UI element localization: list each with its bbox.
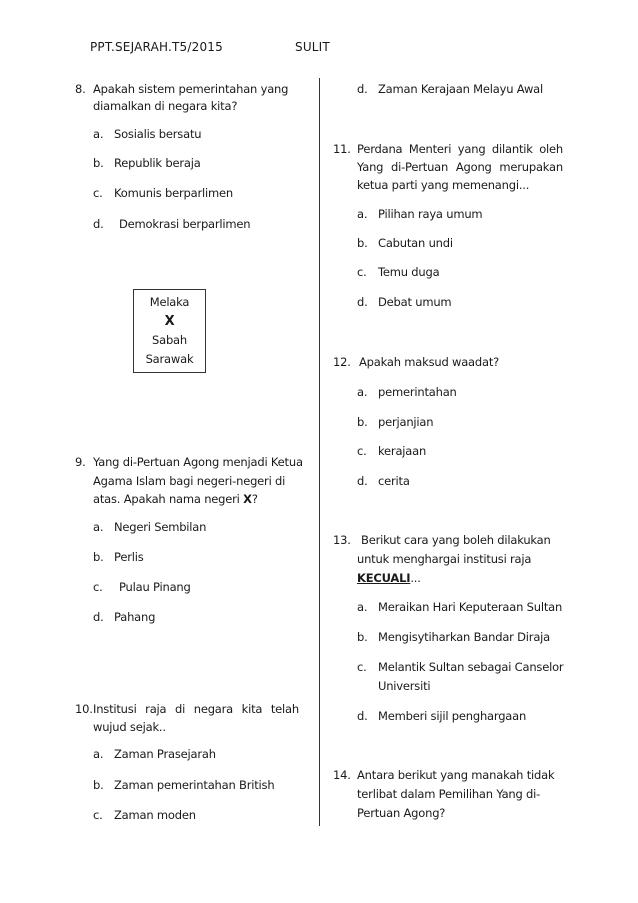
bold-x: X xyxy=(243,492,252,506)
question-text-line: Antara berikut yang manakah tidak xyxy=(357,768,555,782)
option-letter: a. xyxy=(357,600,368,614)
option-text: Zaman pemerintahan British xyxy=(114,778,275,792)
option-text: Republik beraja xyxy=(114,156,201,170)
option-letter: d. xyxy=(357,295,368,309)
option-letter: b. xyxy=(357,630,368,644)
question-text-line: Institusi raja di negara kita telah xyxy=(93,702,299,716)
question-text-line: Berikut cara yang boleh dilakukan xyxy=(361,533,551,547)
question-text-part: atas. Apakah nama negeri xyxy=(93,492,244,506)
question-text-line: Agama Islam bagi negeri-negeri di xyxy=(93,474,286,488)
option-letter: d. xyxy=(357,709,368,723)
question-text-line: wujud sejak.. xyxy=(93,720,166,734)
kecuali-emphasis: KECUALI xyxy=(357,571,411,585)
question-text-line xyxy=(357,571,421,585)
question-text-line: ketua parti yang memenangi... xyxy=(357,178,530,192)
option-letter: c. xyxy=(357,660,367,674)
option-text: Memberi sijil penghargaan xyxy=(378,709,527,723)
option-text: Meraikan Hari Keputeraan Sultan xyxy=(378,600,563,614)
option-text: pemerintahan xyxy=(378,385,457,399)
option-text: Melantik Sultan sebagai Canselor xyxy=(378,660,564,674)
option-text: Temu duga xyxy=(378,265,440,279)
option-letter: d. xyxy=(357,474,368,488)
classification-label: SULIT xyxy=(295,40,330,54)
option-letter: a. xyxy=(93,747,104,761)
question-text-line: Apakah maksud waadat? xyxy=(359,355,500,369)
option-letter: b. xyxy=(93,550,104,564)
option-text: Debat umum xyxy=(378,295,452,309)
option-letter: a. xyxy=(93,127,104,141)
document-code: PPT.SEJARAH.T5/2015 xyxy=(90,40,223,54)
option-text: Sosialis bersatu xyxy=(114,127,202,141)
question-number: 11. xyxy=(333,142,351,156)
question-text-line: Apakah sistem pemerintahan yang xyxy=(93,82,289,96)
question-text-line: Yang di-Pertuan Agong menjadi Ketua xyxy=(93,455,303,469)
box-line: Melaka xyxy=(149,295,190,309)
option-text: Perlis xyxy=(114,550,144,564)
option-letter: c. xyxy=(357,265,367,279)
option-letter: c. xyxy=(93,580,103,594)
question-number: 9. xyxy=(75,455,86,469)
box-line: Sarawak xyxy=(145,352,194,366)
option-letter: c. xyxy=(93,186,103,200)
option-text: Zaman moden xyxy=(114,808,196,822)
option-letter: a. xyxy=(357,207,368,221)
question-text-line: Pertuan Agong? xyxy=(357,806,446,820)
question-mark: ? xyxy=(251,492,258,506)
option-letter: d. xyxy=(357,82,368,96)
question-text-line: Perdana Menteri yang dilantik oleh xyxy=(357,142,563,156)
option-letter: d. xyxy=(93,217,104,231)
option-letter: b. xyxy=(357,236,368,250)
question-text-line: Yang di-Pertuan Agong merupakan xyxy=(357,160,563,174)
option-letter: b. xyxy=(93,778,104,792)
option-text: Zaman Prasejarah xyxy=(114,747,216,761)
option-text-continued: Universiti xyxy=(378,679,431,693)
option-text: Zaman Kerajaan Melayu Awal xyxy=(378,82,544,96)
states-box xyxy=(133,289,206,373)
option-letter: a. xyxy=(93,520,104,534)
option-text: Mengisytiharkan Bandar Diraja xyxy=(378,630,551,644)
option-letter: a. xyxy=(357,385,368,399)
box-line: Sabah xyxy=(152,333,187,347)
ellipsis: ... xyxy=(410,571,421,585)
option-letter: b. xyxy=(357,415,368,429)
option-text: Komunis berparlimen xyxy=(114,186,233,200)
question-number: 10. xyxy=(75,702,93,716)
question-number: 13. xyxy=(333,533,351,547)
option-text: Demokrasi berparlimen xyxy=(119,217,251,231)
question-number: 12. xyxy=(333,355,351,369)
question-text-line: untuk menghargai institusi raja xyxy=(357,552,532,566)
option-letter: c. xyxy=(357,444,367,458)
option-letter: c. xyxy=(93,808,103,822)
question-text-line xyxy=(93,492,258,506)
question-number: 14. xyxy=(333,768,351,782)
option-letter: b. xyxy=(93,156,104,170)
option-text: Cabutan undi xyxy=(378,236,453,250)
option-text: Negeri Sembilan xyxy=(114,520,207,534)
option-text: Pulau Pinang xyxy=(119,580,191,594)
option-text: cerita xyxy=(378,474,410,488)
option-text: kerajaan xyxy=(378,444,427,458)
option-text: Pahang xyxy=(114,610,156,624)
box-line-x: X xyxy=(164,314,175,329)
option-text: perjanjian xyxy=(378,415,434,429)
question-text-line: diamalkan di negara kita? xyxy=(93,99,238,113)
option-text: Pilihan raya umum xyxy=(378,207,483,221)
option-letter: d. xyxy=(93,610,104,624)
question-text-line: terlibat dalam Pemilihan Yang di- xyxy=(357,787,541,801)
question-number: 8. xyxy=(75,82,86,96)
column-divider xyxy=(319,78,320,826)
